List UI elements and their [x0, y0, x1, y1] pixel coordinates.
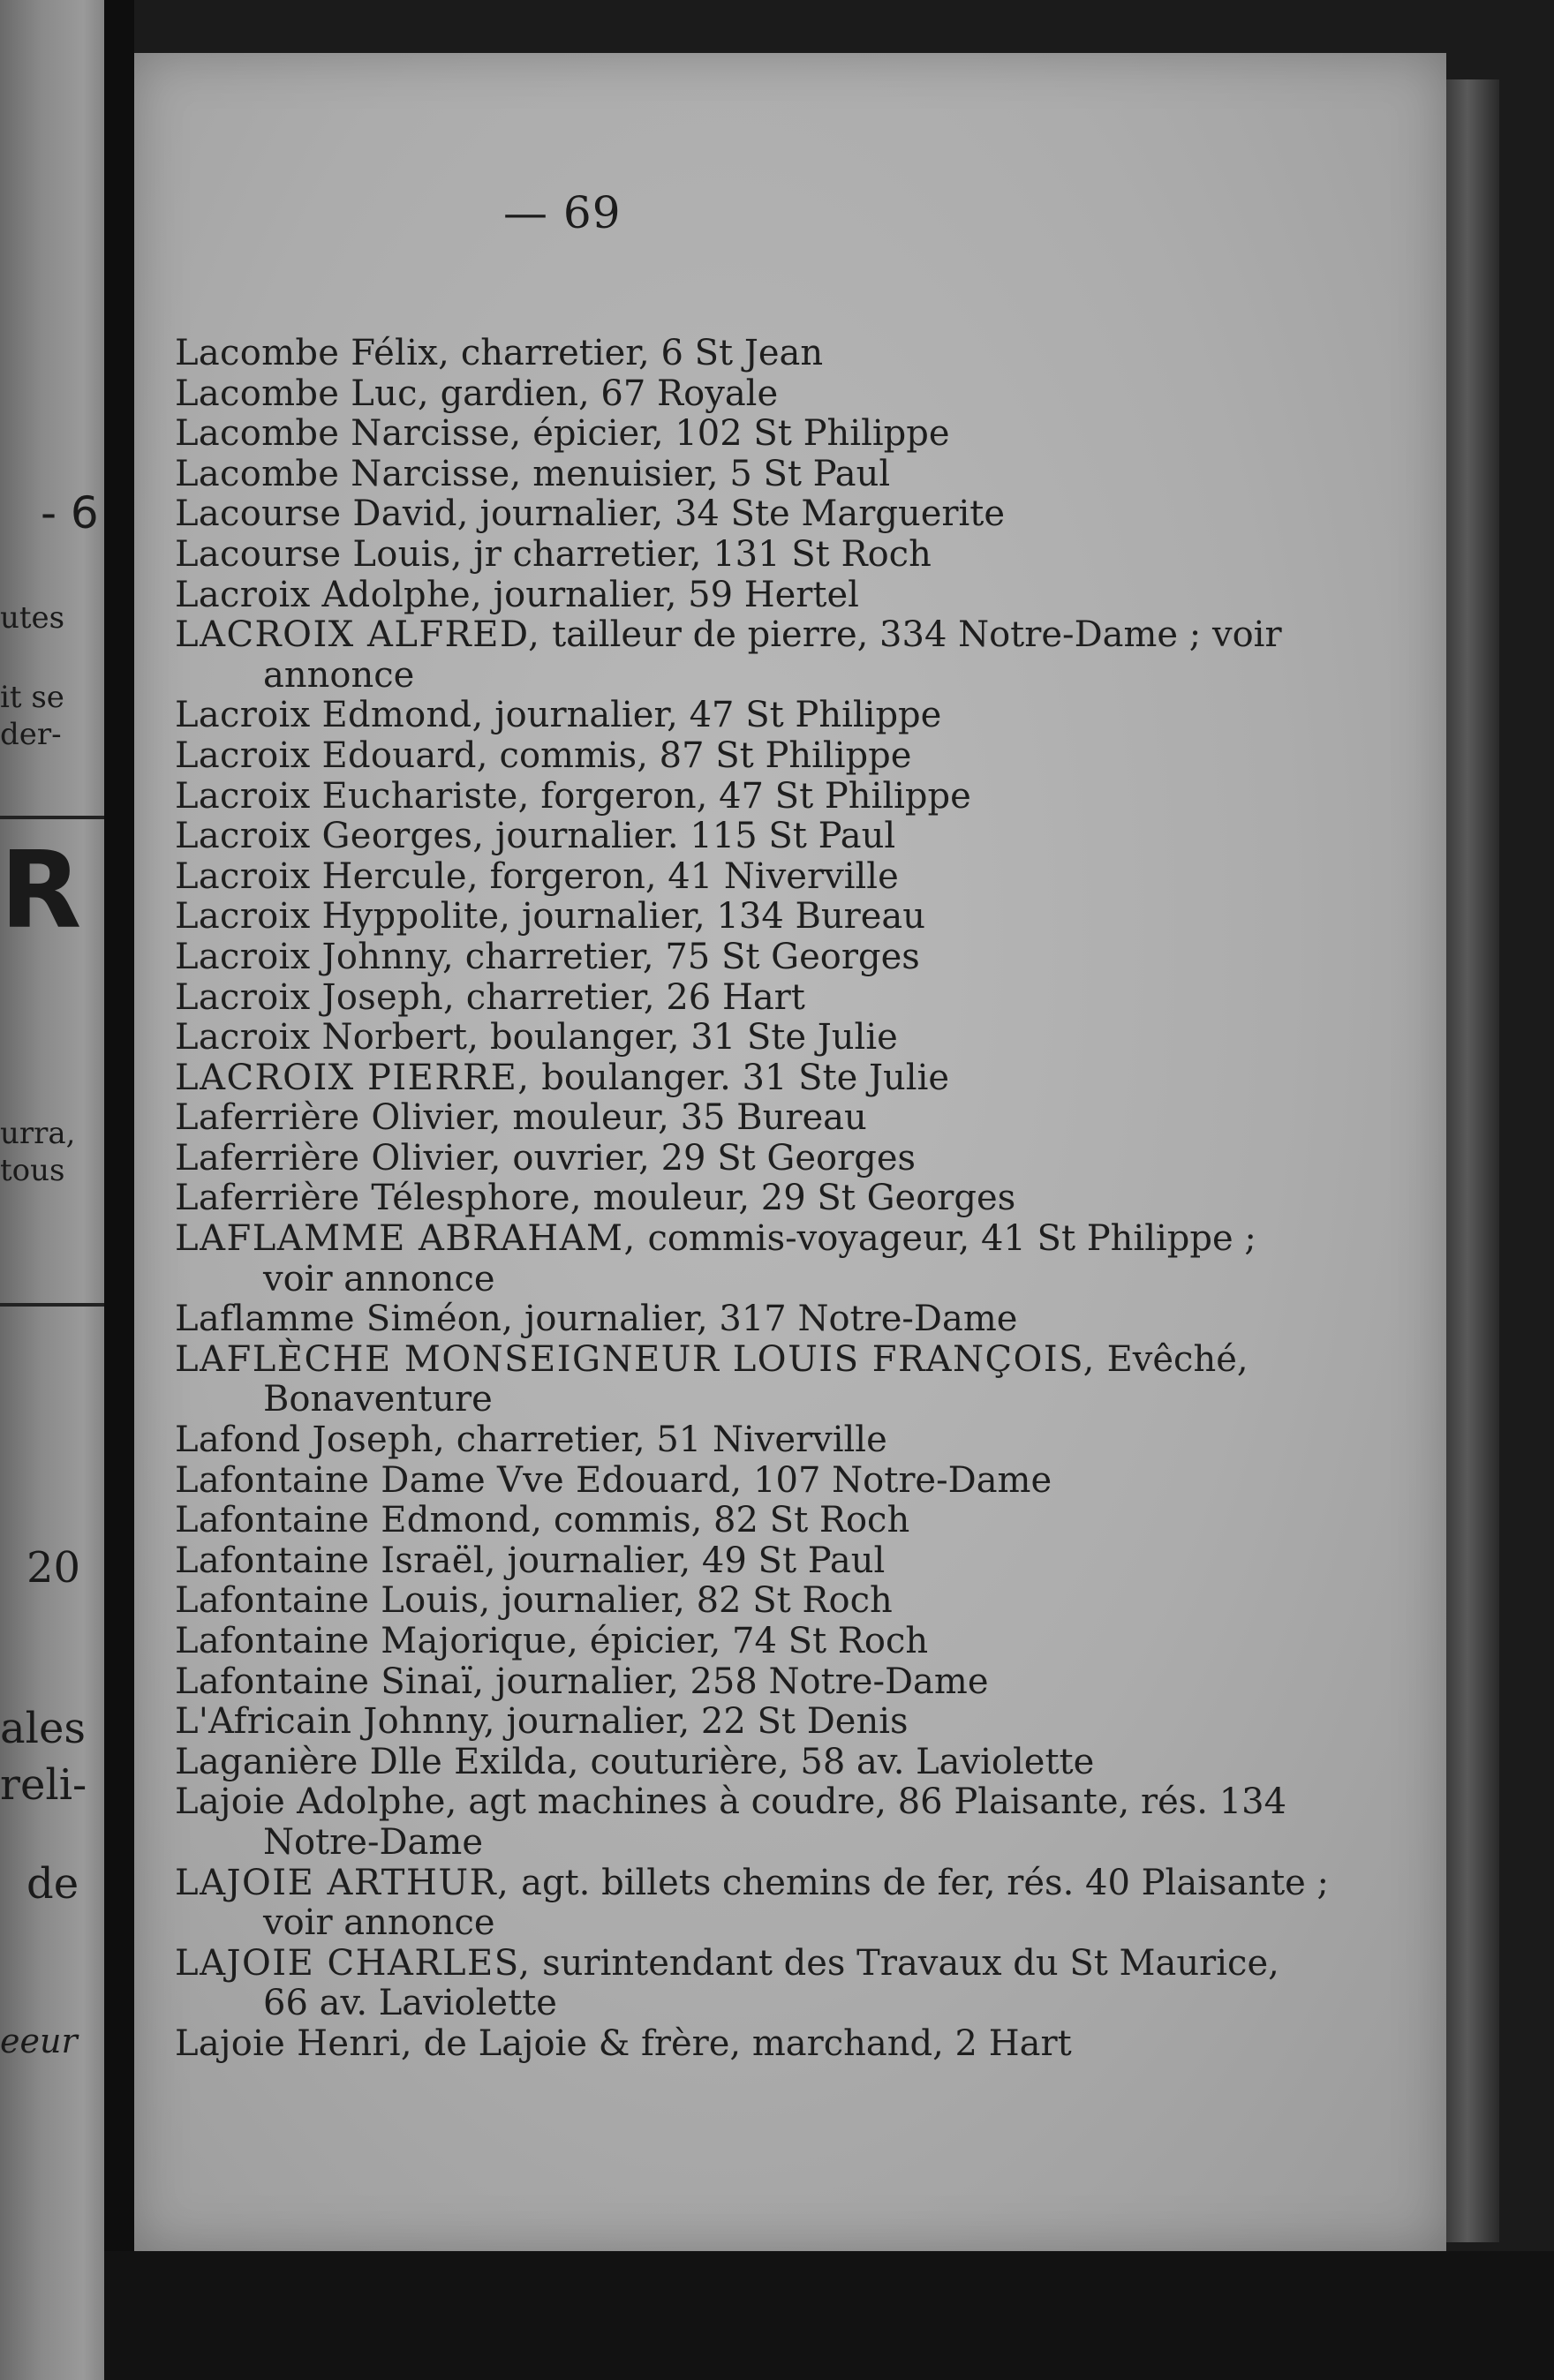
entry-detail: surintendant des Travaux du St Maurice, — [542, 1942, 1279, 1984]
adjacent-fragment: utes — [0, 600, 65, 636]
entry-name: Laferrière Olivier, — [175, 1097, 502, 1139]
directory-entry — [175, 696, 1261, 736]
entry-name: Lacroix Joseph, — [175, 976, 455, 1018]
entry-name: Lacombe Félix, — [175, 333, 450, 373]
entry-continuation: 66 av. Laviolette — [263, 1983, 557, 2024]
directory-entry — [175, 1942, 1279, 1985]
entry-name: Lacombe Narcisse, — [175, 413, 522, 455]
entry-detail: charretier, 51 Niverville — [456, 1420, 887, 1461]
directory-entry — [175, 1501, 1261, 1541]
entry-detail: journalier, 258 Notre-Dame — [495, 1661, 989, 1702]
directory-entry — [175, 614, 1282, 656]
entry-detail: journalier, 49 St Paul — [507, 1540, 886, 1581]
entry-name: LAJOIE ARTHUR, — [175, 1862, 510, 1903]
entry-detail: épicier, 74 St Roch — [589, 1621, 929, 1661]
directory-entry — [175, 1018, 1261, 1058]
directory-entry — [175, 1098, 1261, 1139]
entry-detail: menuisier, 5 St Paul — [532, 453, 891, 494]
entry-name: LAFLAMME ABRAHAM, — [175, 1218, 637, 1260]
entry-name: Lafontaine Majorique, — [175, 1621, 579, 1661]
entry-detail: charretier, 26 Hart — [465, 976, 805, 1018]
directory-entry — [175, 1299, 1261, 1340]
entry-detail: épicier, 102 St Philippe — [532, 413, 950, 455]
entry-detail: charretier, 75 St Georges — [464, 936, 920, 977]
entry-detail: 107 Notre-Dame — [753, 1459, 1052, 1501]
directory-entry — [175, 414, 1261, 455]
adjacent-fragment: 20 — [26, 1543, 81, 1593]
entry-detail: gardien, 67 Royale — [440, 373, 779, 414]
entry-name: Laferrière Télesphore, — [175, 1178, 582, 1219]
adjacent-fragment: eeur — [0, 2022, 78, 2060]
entry-detail: Evêché, — [1106, 1338, 1248, 1380]
directory-entry — [175, 1139, 1261, 1179]
entry-name: Lacourse David, — [175, 493, 469, 535]
entry-detail: journalier, 59 Hertel — [493, 574, 859, 615]
entry-detail: agt machines à coudre, 86 Plaisante, rés. 134 — [468, 1781, 1287, 1823]
entry-name: Lafontaine Edmond, — [175, 1500, 543, 1541]
entry-detail: couturière, 58 av. Laviolette — [590, 1741, 1095, 1782]
directory-entry — [175, 1219, 1261, 1260]
directory-entry — [175, 1179, 1261, 1219]
adjacent-fragment: ales — [0, 1704, 87, 1753]
entry-name: Lacroix Edouard, — [175, 734, 488, 776]
entry-detail: forgeron, 41 Niverville — [489, 855, 899, 897]
entry-continuation: voir annonce — [263, 1258, 495, 1299]
adjacent-fragment: R — [0, 830, 82, 953]
directory-entry — [175, 1461, 1261, 1502]
book-spine — [104, 0, 134, 2380]
entry-name: Lacroix Hercule, — [175, 855, 479, 897]
entry-name: Lacroix Euchariste, — [175, 775, 530, 817]
directory-entry — [175, 736, 1261, 777]
directory-entry — [175, 1622, 1261, 1662]
directory-entry — [175, 1662, 1261, 1703]
entry-name: Lafontaine Louis, — [175, 1580, 491, 1622]
entry-continuation: voir annonce — [263, 1902, 495, 1944]
entry-detail: journalier, 317 Notre-Dame — [524, 1299, 1018, 1340]
entry-name: Laflamme Siméon, — [175, 1299, 514, 1340]
directory-entry — [175, 938, 1261, 978]
entry-detail: jr charretier, 131 St Roch — [473, 533, 932, 575]
directory-entry — [175, 817, 1261, 857]
adjacent-fragment: - 6 — [41, 487, 99, 539]
entry-name: Lacombe Luc, — [175, 373, 429, 414]
entry-detail: journalier, 82 St Roch — [502, 1580, 893, 1622]
directory-entry — [175, 1541, 1261, 1582]
adjacent-fragment: tous — [0, 1153, 65, 1188]
entry-continuation: Bonaventure — [263, 1379, 493, 1420]
directory-entry — [175, 374, 1261, 415]
directory-entry — [175, 1702, 1261, 1743]
entry-name: Laferrière Olivier, — [175, 1137, 502, 1179]
entry-detail: charretier, 6 St Jean — [460, 333, 824, 373]
bottom-shadow — [104, 2251, 1554, 2380]
directory-entries — [175, 333, 1330, 2065]
entry-detail: journalier. 115 St Paul — [494, 816, 896, 857]
entry-continuation: annonce — [263, 654, 415, 696]
directory-entry — [175, 1743, 1261, 1783]
entry-name: Lajoie Adolphe, — [175, 1781, 457, 1823]
entry-name: Lacroix Norbert, — [175, 1017, 479, 1058]
entry-name: Lacroix Georges, — [175, 816, 485, 857]
entry-name: Lacroix Edmond, — [175, 695, 484, 736]
entry-name: Lafontaine Dame Vve Edouard, — [175, 1459, 743, 1501]
entry-name: Lacroix Johnny, — [175, 936, 454, 977]
directory-entry — [175, 1420, 1261, 1461]
page-number: — 69 — [503, 187, 622, 238]
directory-entry — [175, 334, 1261, 374]
directory-entry — [175, 455, 1261, 495]
directory-entry — [175, 2024, 1261, 2065]
directory-entry — [175, 535, 1261, 576]
entry-detail: journalier, 134 Bureau — [522, 896, 926, 938]
adjacent-page — [0, 0, 104, 2380]
entry-detail: ouvrier, 29 St Georges — [512, 1137, 917, 1179]
adjacent-rule — [0, 1303, 104, 1307]
entry-name: LAJOIE CHARLES, — [175, 1942, 532, 1984]
entry-detail: commis, 87 St Philippe — [499, 734, 912, 776]
entry-detail: journalier, 22 St Denis — [506, 1701, 909, 1743]
adjacent-fragment: urra, — [0, 1116, 76, 1151]
entry-name: Lafontaine Israël, — [175, 1540, 496, 1581]
directory-entry — [175, 978, 1261, 1019]
entry-detail: mouleur, 35 Bureau — [512, 1097, 867, 1139]
entry-detail: commis, 82 St Roch — [553, 1500, 910, 1541]
directory-entry — [175, 576, 1261, 616]
adjacent-rule — [0, 816, 104, 819]
directory-entry — [175, 1058, 1261, 1099]
entry-name: LACROIX ALFRED, — [175, 614, 541, 656]
entry-detail: agt. billets chemins de fer, rés. 40 Plaisante ; — [521, 1862, 1330, 1903]
page-edge — [1446, 79, 1499, 2242]
entry-detail: de Lajoie & frère, marchand, 2 Hart — [423, 2022, 1072, 2064]
entry-name: Lacroix Hyppolite, — [175, 896, 511, 938]
directory-entry — [175, 897, 1261, 938]
adjacent-fragment: de — [26, 1859, 79, 1909]
directory-entry — [175, 1340, 1261, 1381]
entry-detail: boulanger, 31 Ste Julie — [490, 1017, 898, 1058]
entry-name: Lacombe Narcisse, — [175, 453, 522, 494]
entry-detail: tailleur de pierre, 334 Notre-Dame ; voir — [552, 614, 1282, 656]
entry-name: Lafond Joseph, — [175, 1420, 445, 1461]
directory-entry — [175, 1781, 1287, 1823]
entry-detail: commis-voyageur, 41 St Philippe ; — [647, 1218, 1256, 1260]
entry-name: Laganière Dlle Exilda, — [175, 1741, 579, 1782]
directory-entry — [175, 494, 1261, 535]
entry-continuation: Notre-Dame — [263, 1821, 483, 1863]
entry-name: Lacroix Adolphe, — [175, 574, 483, 615]
entry-name: L'Africain Johnny, — [175, 1701, 495, 1743]
directory-entry — [175, 1862, 1330, 1904]
entry-name: Lacourse Louis, — [175, 533, 463, 575]
entry-name: Lajoie Henri, — [175, 2022, 412, 2064]
entry-detail: boulanger. 31 Ste Julie — [541, 1057, 950, 1098]
entry-name: LACROIX PIERRE, — [175, 1057, 531, 1098]
directory-entry — [175, 1581, 1261, 1622]
entry-detail: mouleur, 29 St Georges — [592, 1178, 1016, 1219]
entry-detail: forgeron, 47 St Philippe — [540, 775, 971, 817]
entry-detail: journalier, 47 St Philippe — [494, 695, 942, 736]
entry-name: Lafontaine Sinaï, — [175, 1661, 485, 1702]
entry-detail: journalier, 34 Ste Marguerite — [479, 493, 1006, 535]
adjacent-fragment: der- — [0, 717, 62, 752]
adjacent-fragment: it se — [0, 680, 64, 715]
adjacent-fragment: reli- — [0, 1760, 87, 1810]
entry-name: LAFLÈCHE MONSEIGNEUR LOUIS FRANÇOIS, — [175, 1338, 1096, 1380]
directory-entry — [175, 777, 1261, 817]
directory-entry — [175, 857, 1261, 898]
